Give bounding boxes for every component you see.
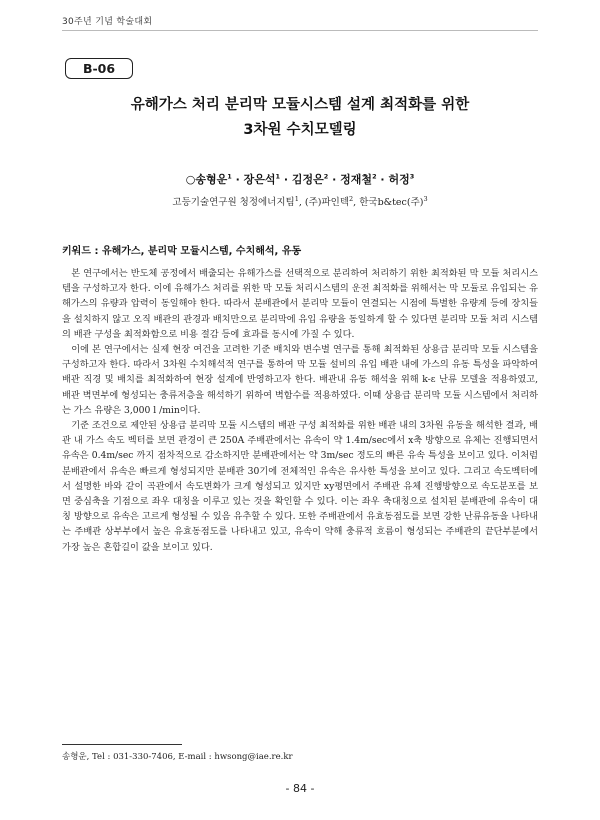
keywords-text: 유해가스, 분리막 모듈시스템, 수치해석, 유동 xyxy=(101,246,302,257)
keywords-line xyxy=(62,242,538,257)
author-separator: · xyxy=(328,173,341,186)
author-list xyxy=(62,171,538,187)
affiliations: 고등기술연구원 청정에너지팀$^1$, (주)파인텍$^2$, 한국b&tec(주)$^3$ xyxy=(172,194,428,208)
conference-header: 30주년 기념 학술대회 xyxy=(62,17,153,27)
author-name: 송형운 xyxy=(195,173,228,186)
author-name: 허정 xyxy=(388,173,410,186)
affiliation-2: (주)파인텍 xyxy=(304,197,350,208)
footnote-divider xyxy=(62,744,182,745)
affiliation-sup: 1 xyxy=(294,194,299,203)
affiliation-3: 한국b&tec(주) xyxy=(359,197,424,208)
author-affiliation-sup: 2 xyxy=(372,172,377,181)
author-affiliation-sup: 2 xyxy=(323,172,329,181)
author-separator: · xyxy=(376,173,389,186)
title-line-2: 3차원 수치모델링 xyxy=(243,122,357,138)
body-paragraph: 기준 조건으로 제안된 상용급 분리막 모듈 시스템의 배관 구성 최적화를 위한 배관 내의 3차원 유동을 해석한 결과, 배관 내 가스 속도 벡터를 보면 관경이 큰 250A 주배관에서는 유속이 약 1.4m/sec에서 x축 방향으로 유체는 진행되면서 유속은 0.4m/sec 까지 점차적으로 감소하지만 분배관에서는 약 3m/sec 정도의 빠른 유속 특성을 보이고 있다. 이처럼 분배관에서 유속은 빠르게 형성되지만 분배관 30기에 전체적인 유속은 유사한 특성을 보이고 있다. 그리고 속도벡터에서 설명한 바와 같이 곡관에서 속도변화가 크게 형성되고 있지만 xy평면에서 주배관 유체 진행방향으로 속도분포를 보면 중심축을 기점으로 좌우 대칭을 이루고 있는 것을 확인할 수 있다. 이는 좌우 축대칭으로 설치된 분배관에 유속이 대칭 방향으로 유속은 고르게 형성될 수 있음 유추할 수 있다. 또한 주배관에서 유효동점도를 보면 강한 난류유동을 나타내는 주배관 상부부에서 높은 유효동점도를 나타내고 있고, 유속이 약해 충류적 흐름이 형성되는 주배관의 끝단부분에서 가장 높은 혼합길이 값을 보이고 있다. xyxy=(62,420,538,553)
author-name: 정재철 xyxy=(340,173,373,186)
author-name: 김정은 xyxy=(291,173,324,186)
affiliation-sup: 3 xyxy=(423,194,428,203)
affiliation-sup: 2 xyxy=(349,194,354,203)
paper-title xyxy=(62,93,538,143)
paper-code-badge: B-06 xyxy=(65,58,133,79)
author-affiliation-sup: 1 xyxy=(275,172,281,181)
author-separator: · xyxy=(280,173,292,186)
author-separator: · xyxy=(231,173,244,186)
page-number: - 84 - xyxy=(285,782,315,795)
author-affiliation-sup: 3 xyxy=(409,172,415,181)
header-divider xyxy=(62,30,538,31)
title-line-1: 유해가스 처리 분리막 모듈시스템 설계 최적화를 위한 xyxy=(130,97,470,113)
affiliation-1: 고등기술연구원 청정에너지팀 xyxy=(172,197,295,208)
author-name: 장은석 xyxy=(243,173,276,186)
keywords-label: 키워드 : xyxy=(62,246,99,257)
presenter-marker: ○ xyxy=(185,173,196,186)
abstract-body xyxy=(62,266,538,555)
body-paragraph: 본 연구에서는 반도체 공정에서 배출되는 유해가스를 선택적으로 분리하여 처리하기 위한 최적화된 막 모듈 처리시스템을 구성하고자 한다. 이에 유해가스 처리를 위한 막 모듈 처리시스템의 운전 최적화를 위해서는 막 모듈로 유입되는 유해가스의 유량과 압력이 동일해야 한다. 따라서 분배관에서 분리막 모듈이 연결되는 시점에 특별한 유량계 등에 장치들을 설치하지 않고 오직 배관의 관경과 배치만으로 분리막에 유입 유량을 동일하게 할 수 있다면 분리막 모듈 처리 시스템의 배관 구성을 최적화함으로 비용 절감 등에 효과를 동시에 가질 수 있다. xyxy=(62,268,538,340)
body-paragraph: 이에 본 연구에서는 실제 현장 여건을 고려한 기준 배치와 변수별 연구를 통해 최적화된 상용급 분리막 모듈 시스템을 구성하고자 한다. 따라서 3차원 수치해석적 연구를 통하여 막 모듈 설비의 유입 배관 내에 가스의 유동 특성을 파악하여 배관 직경 및 배치를 최적화하여 현장 설계에 반영하고자 한다. 배관내 유동 해석을 위해 k-ε 난류 모델을 적용하였고, 배관 벽면부에 형성되는 충류저층을 해석하기 위하여 벽함수를 적용하였다. 이때 상용급 분리막 모듈 시스템에서 처리하는 가스 유량은 3,000 l /min이다. xyxy=(62,344,538,416)
author-affiliation-sup: 1 xyxy=(227,172,232,181)
contact-footnote: 송형운, Tel : 031-330-7406, E-mail : hwsong@iae.re.kr xyxy=(62,752,293,762)
